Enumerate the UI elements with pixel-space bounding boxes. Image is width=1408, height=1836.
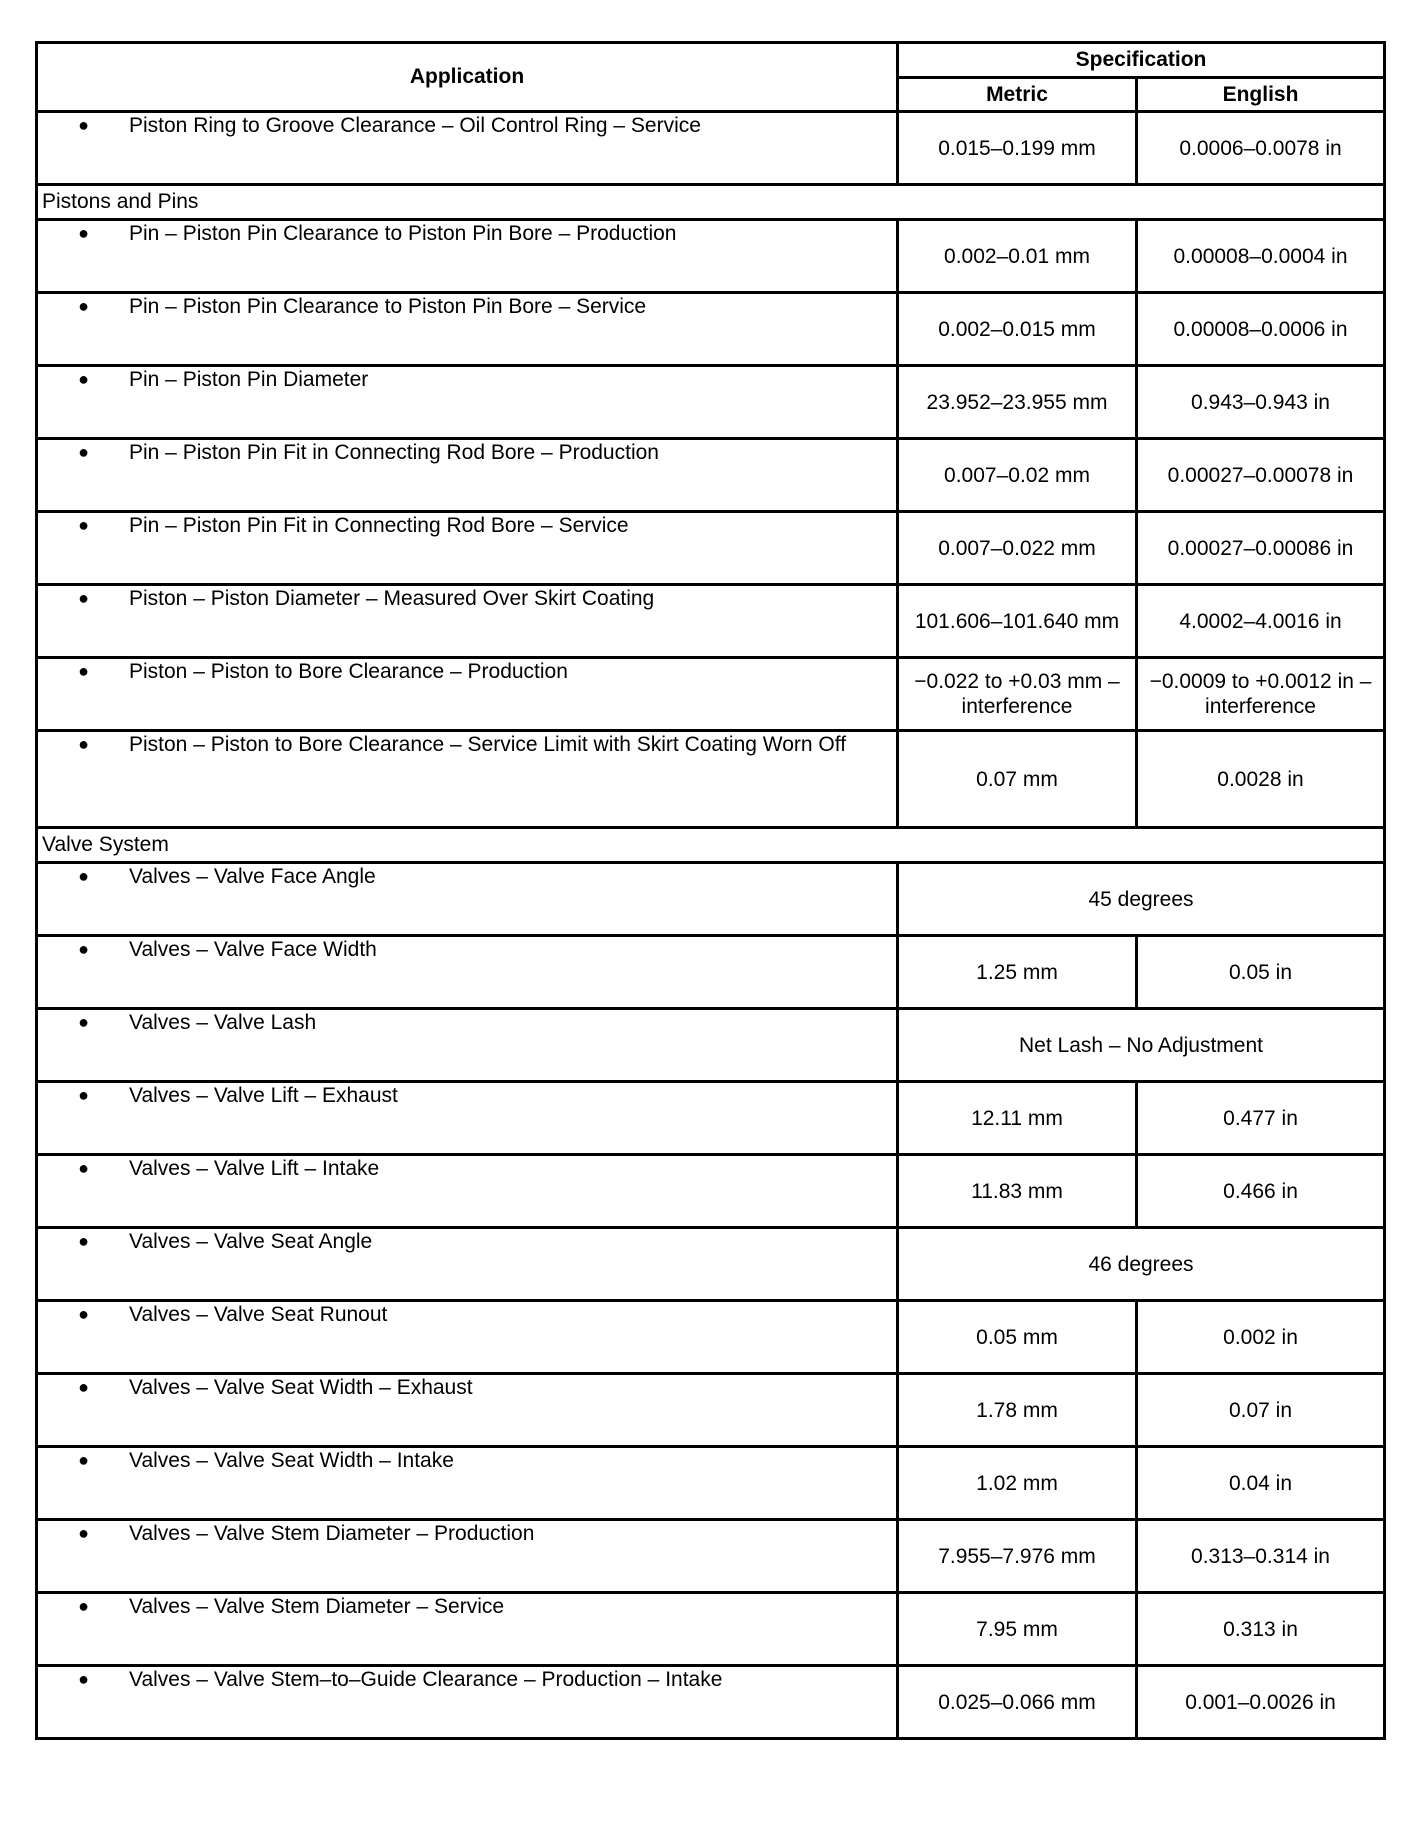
application-text: Pin – Piston Pin Fit in Connecting Rod Bore – Service: [129, 514, 629, 537]
application-text: Valves – Valve Seat Width – Exhaust: [129, 1376, 473, 1399]
application-text: Pin – Piston Pin Fit in Connecting Rod Bore – Production: [129, 441, 659, 464]
metric-cell: 0.007–0.022 mm: [898, 512, 1137, 585]
bullet-icon: ●: [78, 661, 89, 681]
metric-cell: 0.05 mm: [898, 1301, 1137, 1374]
metric-cell: 11.83 mm: [898, 1155, 1137, 1228]
table-row: [37, 585, 1385, 658]
english-header: English: [1137, 78, 1385, 112]
application-text: Piston – Piston Diameter – Measured Over Skirt Coating: [129, 587, 655, 610]
table-row: [37, 1155, 1385, 1228]
application-text: Pin – Piston Pin Clearance to Piston Pin Bore – Service: [129, 295, 647, 318]
english-cell: 0.00027–0.00078 in: [1137, 439, 1385, 512]
section-label: Pistons and Pins: [37, 185, 1385, 220]
english-cell: 0.313–0.314 in: [1137, 1520, 1385, 1593]
english-cell: 0.477 in: [1137, 1082, 1385, 1155]
bullet-icon: ●: [78, 1012, 89, 1032]
specification-header: Specification: [898, 43, 1385, 78]
application-cell: [37, 1009, 898, 1082]
application-text: Piston – Piston to Bore Clearance – Service Limit with Skirt Coating Worn Off: [129, 733, 847, 756]
metric-cell: 7.955–7.976 mm: [898, 1520, 1137, 1593]
table-row: [37, 1009, 1385, 1082]
application-text: Valves – Valve Face Angle: [129, 865, 376, 888]
table-row: [37, 1228, 1385, 1301]
english-cell: 0.0028 in: [1137, 731, 1385, 828]
bullet-icon: ●: [78, 369, 89, 389]
metric-cell: 0.025–0.066 mm: [898, 1666, 1137, 1739]
english-cell: 0.0006–0.0078 in: [1137, 112, 1385, 185]
table-row: [37, 658, 1385, 731]
table-row: [37, 1666, 1385, 1739]
table-row: [37, 220, 1385, 293]
application-cell: [37, 1593, 898, 1666]
bullet-icon: ●: [78, 296, 89, 316]
bullet-icon: ●: [78, 1158, 89, 1178]
bullet-icon: ●: [78, 866, 89, 886]
bullet-icon: ●: [78, 1596, 89, 1616]
application-text: Valves – Valve Seat Angle: [129, 1230, 373, 1253]
bullet-icon: ●: [78, 515, 89, 535]
english-cell: 0.00008–0.0004 in: [1137, 220, 1385, 293]
bullet-icon: ●: [78, 1304, 89, 1324]
metric-cell: 7.95 mm: [898, 1593, 1137, 1666]
table-row: [37, 936, 1385, 1009]
application-cell: [37, 731, 898, 828]
metric-cell: 101.606–101.640 mm: [898, 585, 1137, 658]
table-row: [37, 1082, 1385, 1155]
bullet-icon: ●: [78, 1450, 89, 1470]
metric-cell: −0.022 to +0.03 mm – interference: [898, 658, 1137, 731]
application-text: Valves – Valve Lift – Intake: [129, 1157, 380, 1180]
metric-header: Metric: [898, 78, 1137, 112]
application-header: Application: [37, 43, 898, 112]
table-row: [37, 1301, 1385, 1374]
application-text: Valves – Valve Stem Diameter – Production: [129, 1522, 535, 1545]
metric-cell: 12.11 mm: [898, 1082, 1137, 1155]
table-row: [37, 366, 1385, 439]
application-cell: [37, 1666, 898, 1739]
combined-spec-cell: 46 degrees: [898, 1228, 1385, 1301]
section-row: [37, 185, 1385, 220]
english-cell: 0.943–0.943 in: [1137, 366, 1385, 439]
combined-spec-cell: 45 degrees: [898, 863, 1385, 936]
metric-cell: 23.952–23.955 mm: [898, 366, 1137, 439]
application-cell: [37, 293, 898, 366]
spec-table-body: [37, 112, 1385, 1739]
application-text: Valves – Valve Lift – Exhaust: [129, 1084, 398, 1107]
application-text: Valves – Valve Seat Width – Intake: [129, 1449, 454, 1472]
table-row: [37, 1374, 1385, 1447]
bullet-icon: ●: [78, 1085, 89, 1105]
application-cell: [37, 936, 898, 1009]
metric-cell: 0.015–0.199 mm: [898, 112, 1137, 185]
table-row: [37, 112, 1385, 185]
application-cell: [37, 1228, 898, 1301]
table-row: [37, 1593, 1385, 1666]
application-text: Valves – Valve Face Width: [129, 938, 377, 961]
application-cell: [37, 1082, 898, 1155]
table-row: [37, 439, 1385, 512]
english-cell: 0.07 in: [1137, 1374, 1385, 1447]
application-text: Piston Ring to Groove Clearance – Oil Control Ring – Service: [129, 114, 701, 137]
application-text: Pin – Piston Pin Clearance to Piston Pin Bore – Production: [129, 222, 677, 245]
bullet-icon: ●: [78, 1523, 89, 1543]
english-cell: 0.001–0.0026 in: [1137, 1666, 1385, 1739]
section-label: Valve System: [37, 828, 1385, 863]
application-text: Valves – Valve Stem Diameter – Service: [129, 1595, 505, 1618]
metric-cell: 0.002–0.01 mm: [898, 220, 1137, 293]
metric-cell: 0.002–0.015 mm: [898, 293, 1137, 366]
english-cell: 0.466 in: [1137, 1155, 1385, 1228]
table-row: [37, 293, 1385, 366]
bullet-icon: ●: [78, 1377, 89, 1397]
english-cell: 0.00027–0.00086 in: [1137, 512, 1385, 585]
application-text: Valves – Valve Stem–to–Guide Clearance – Production – Intake: [129, 1668, 723, 1691]
bullet-icon: ●: [78, 939, 89, 959]
application-cell: [37, 366, 898, 439]
table-row: [37, 731, 1385, 828]
bullet-icon: ●: [78, 223, 89, 243]
english-cell: 0.04 in: [1137, 1447, 1385, 1520]
english-cell: 0.002 in: [1137, 1301, 1385, 1374]
application-cell: [37, 1374, 898, 1447]
application-text: Valves – Valve Seat Runout: [129, 1303, 388, 1326]
application-cell: [37, 112, 898, 185]
english-cell: −0.0009 to +0.0012 in – interference: [1137, 658, 1385, 731]
english-cell: 0.00008–0.0006 in: [1137, 293, 1385, 366]
spec-table: [35, 41, 1386, 1740]
application-cell: [37, 1155, 898, 1228]
application-cell: [37, 863, 898, 936]
english-cell: 4.0002–4.0016 in: [1137, 585, 1385, 658]
metric-cell: 0.07 mm: [898, 731, 1137, 828]
bullet-icon: ●: [78, 1231, 89, 1251]
metric-cell: 1.25 mm: [898, 936, 1137, 1009]
application-cell: [37, 1301, 898, 1374]
metric-cell: 0.007–0.02 mm: [898, 439, 1137, 512]
table-row: [37, 512, 1385, 585]
metric-cell: 1.78 mm: [898, 1374, 1137, 1447]
application-text: Valves – Valve Lash: [129, 1011, 317, 1034]
bullet-icon: ●: [78, 734, 89, 754]
bullet-icon: ●: [78, 115, 89, 135]
application-cell: [37, 439, 898, 512]
application-cell: [37, 1447, 898, 1520]
metric-cell: 1.02 mm: [898, 1447, 1137, 1520]
application-text: Pin – Piston Pin Diameter: [129, 368, 369, 391]
application-text: Piston – Piston to Bore Clearance – Production: [129, 660, 568, 683]
bullet-icon: ●: [78, 588, 89, 608]
application-cell: [37, 585, 898, 658]
english-cell: 0.313 in: [1137, 1593, 1385, 1666]
application-cell: [37, 220, 898, 293]
english-cell: 0.05 in: [1137, 936, 1385, 1009]
application-cell: [37, 512, 898, 585]
combined-spec-cell: Net Lash – No Adjustment: [898, 1009, 1385, 1082]
section-row: [37, 828, 1385, 863]
table-row: [37, 863, 1385, 936]
application-cell: [37, 1520, 898, 1593]
table-row: [37, 1447, 1385, 1520]
table-row: [37, 1520, 1385, 1593]
bullet-icon: ●: [78, 442, 89, 462]
bullet-icon: ●: [78, 1669, 89, 1689]
application-cell: [37, 658, 898, 731]
